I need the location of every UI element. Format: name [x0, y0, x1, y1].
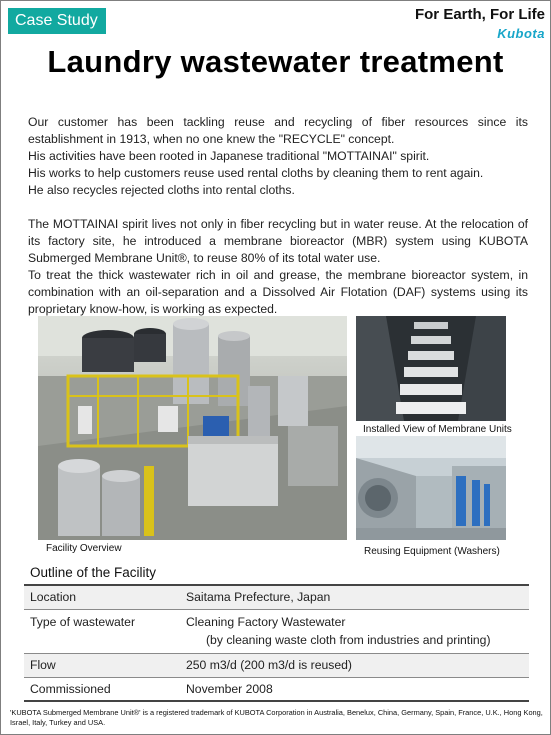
page-title: Laundry wastewater treatment — [47, 44, 504, 79]
row-label: Type of wastewater — [30, 614, 135, 629]
row-value: November 2008 — [186, 681, 273, 696]
row-value: 250 m3/d (200 m3/d is reused) — [180, 653, 529, 677]
kubota-logo: Kubota — [497, 26, 545, 41]
table-row — [24, 585, 529, 609]
brand-tagline: For Earth, For Life — [414, 6, 545, 23]
membrane-units-caption: Installed View of Membrane Units — [363, 424, 512, 435]
membrane-units-photo — [356, 316, 506, 421]
washers-photo — [356, 436, 506, 540]
row-value: Cleaning Factory Wastewater — [186, 614, 346, 629]
membrane-units-illustration — [356, 316, 506, 421]
facility-overview-photo — [38, 316, 347, 540]
washers-caption: Reusing Equipment (Washers) — [364, 546, 500, 557]
intro-line: Our customer has been tackling reuse and recycling of fiber resources since its establishment in 1913, when no one knew the "RECYCLE" concept. — [28, 115, 528, 146]
row-label: Commissioned — [30, 681, 111, 696]
facility-overview-illustration — [38, 316, 347, 540]
intro-line: His activities have been rooted in Japanese traditional "MOTTAINAI" spirit. — [28, 149, 430, 163]
washers-illustration — [356, 436, 506, 540]
table-row — [24, 609, 529, 653]
row-label: Flow — [24, 653, 180, 677]
row-value: Saitama Prefecture, Japan — [180, 585, 529, 609]
table-row — [24, 653, 529, 677]
intro-line: He also recycles rejected cloths into rental cloths. — [28, 183, 295, 197]
body-line: To treat the thick wastewater rich in oil and grease, the membrane bioreactor system, in combination with an oil-separation and a Dissolved Air Flotation (DAF) systems using its proprietary know-how, is working as expected. — [28, 268, 528, 316]
row-label: Location — [24, 585, 180, 609]
body-line: The MOTTAINAI spirit lives not only in fiber recycling but in water reuse. At the relocation of its factory site, he introduced a membrane bioreactor (MBR) system using KUBOTA Submerged Membrane Unit®, to reuse 80% of its total water use. — [28, 217, 528, 265]
table-row — [24, 677, 529, 701]
case-study-badge: Case Study — [8, 8, 106, 34]
facility-table — [24, 584, 529, 702]
row-value-detail: (by cleaning waste cloth from industries and printing) — [206, 632, 491, 647]
trademark-footnote: 'KUBOTA Submerged Membrane Unit®' is a registered trademark of KUBOTA Corporation in Australia, Benelux, China, Germany, Spain, France, U.K., Hong Kong, Israel, Italy, Turkey and USA. — [10, 708, 543, 727]
row-value-cell — [180, 609, 529, 653]
facility-overview-caption: Facility Overview — [46, 543, 122, 554]
body-paragraph — [28, 216, 528, 318]
outline-title: Outline of the Facility — [30, 565, 157, 580]
intro-line: His works to help customers reuse used rental cloths by cleaning them to rent again. — [28, 166, 484, 180]
intro-paragraph — [28, 114, 528, 199]
